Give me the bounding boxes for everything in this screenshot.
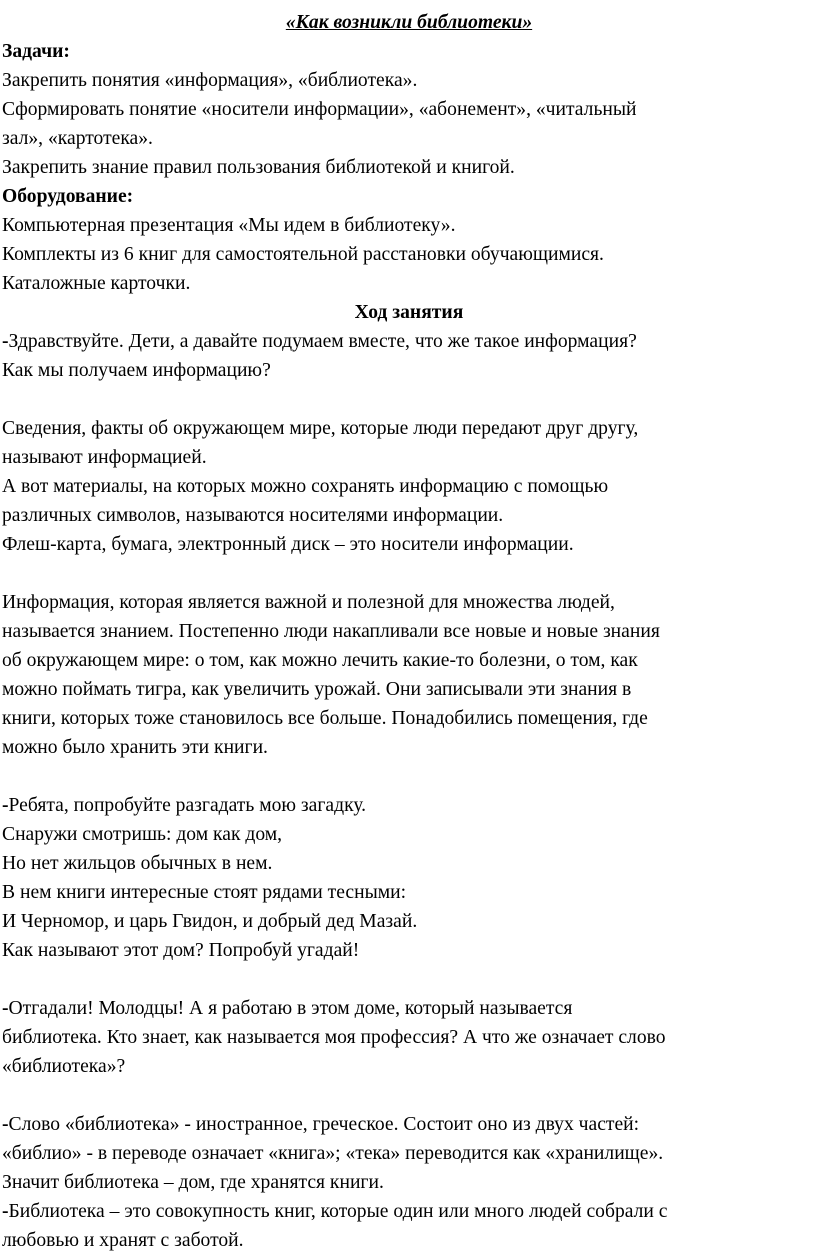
riddle-line: Снаружи смотришь: дом как дом, <box>2 824 283 845</box>
task-line: Закрепить знание правил пользования библиотекой и книгой. <box>2 157 515 178</box>
document-title: «Как возникли библиотеки» <box>285 12 533 33</box>
paragraph-line <box>0 1197 816 1226</box>
paragraph-spacer <box>0 385 816 414</box>
equipment-line: Каталожные карточки. <box>2 273 191 294</box>
paragraph-line: Сведения, факты об окружающем мире, которые люди передают друг другу, <box>2 418 639 439</box>
paragraph-text: Слово «библиотека» - иностранное, греческое. Состоит оно из двух частей: <box>8 1114 640 1135</box>
paragraph-line <box>0 791 816 820</box>
paragraph-line: об окружающем мире: о том, как можно лечить какие-то болезни, о том, как <box>2 650 638 671</box>
paragraph-line <box>0 327 816 356</box>
paragraph-line <box>0 994 816 1023</box>
paragraph-text: Здравствуйте. Дети, а давайте подумаем вместе, что же такое информация? <box>8 331 637 352</box>
paragraph-text: Ребята, попробуйте разгадать мою загадку. <box>8 795 367 816</box>
dash-mark: - <box>2 998 9 1019</box>
dash-mark: - <box>2 1114 9 1135</box>
riddle-line: Как называют этот дом? Попробуй угадай! <box>2 940 360 961</box>
paragraph-line: А вот материалы, на которых можно сохранять информацию с помощью <box>2 476 609 497</box>
paragraph-text: Библиотека – это совокупность книг, которые один или много людей собрали с <box>8 1201 668 1222</box>
paragraph-line: Значит библиотека – дом, где хранятся книги. <box>2 1172 384 1193</box>
dash-mark: - <box>2 795 9 816</box>
paragraph-line: называют информацией. <box>2 447 207 468</box>
tasks-heading: Задачи: <box>2 41 70 62</box>
task-line: Закрепить понятия «информация», «библиотека». <box>2 70 418 91</box>
riddle-line: Но нет жильцов обычных в нем. <box>2 853 273 874</box>
dash-mark: - <box>2 1201 9 1222</box>
riddle-line: И Черномор, и царь Гвидон, и добрый дед Мазай. <box>2 911 418 932</box>
task-line: Сформировать понятие «носители информации», «абонемент», «читальный <box>2 99 637 120</box>
paragraph-line: различных символов, называются носителями информации. <box>2 505 504 526</box>
lesson-heading: Ход занятия <box>354 302 464 323</box>
paragraph-text: Отгадали! Молодцы! А я работаю в этом доме, который называется <box>8 998 573 1019</box>
paragraph-line: «библиотека»? <box>2 1056 126 1077</box>
paragraph-spacer <box>0 762 816 791</box>
paragraph-line: Информация, которая является важной и полезной для множества людей, <box>2 592 615 613</box>
paragraph-line: можно поймать тигра, как увеличить урожай. Они записывали эти знания в <box>2 679 632 700</box>
paragraph-line: любовью и хранят с заботой. <box>2 1230 244 1251</box>
paragraph-line: Как мы получаем информацию? <box>2 360 271 381</box>
dash-mark: - <box>2 331 9 352</box>
paragraph-line: книги, которых тоже становилось все больше. Понадобились помещения, где <box>2 708 648 729</box>
paragraph-line <box>0 1110 816 1139</box>
document-page <box>0 8 816 1255</box>
equipment-line: Комплекты из 6 книг для самостоятельной расстановки обучающимися. <box>2 244 604 265</box>
paragraph-spacer <box>0 965 816 994</box>
paragraph-line: Флеш-карта, бумага, электронный диск – это носители информации. <box>2 534 574 555</box>
equipment-line: Компьютерная презентация «Мы идем в библиотеку». <box>2 215 456 236</box>
equipment-heading: Оборудование: <box>2 186 134 207</box>
task-line: зал», «картотека». <box>2 128 153 149</box>
paragraph-line: называется знанием. Постепенно люди накапливали все новые и новые знания <box>2 621 660 642</box>
paragraph-spacer <box>0 559 816 588</box>
paragraph-line: библиотека. Кто знает, как называется моя профессия? А что же означает слово <box>2 1027 666 1048</box>
paragraph-line: «библио» - в переводе означает «книга»; «тека» переводится как «хранилище». <box>2 1143 664 1164</box>
paragraph-spacer <box>0 1081 816 1110</box>
riddle-line: В нем книги интересные стоят рядами тесными: <box>2 882 407 903</box>
paragraph-line: можно было хранить эти книги. <box>2 737 268 758</box>
